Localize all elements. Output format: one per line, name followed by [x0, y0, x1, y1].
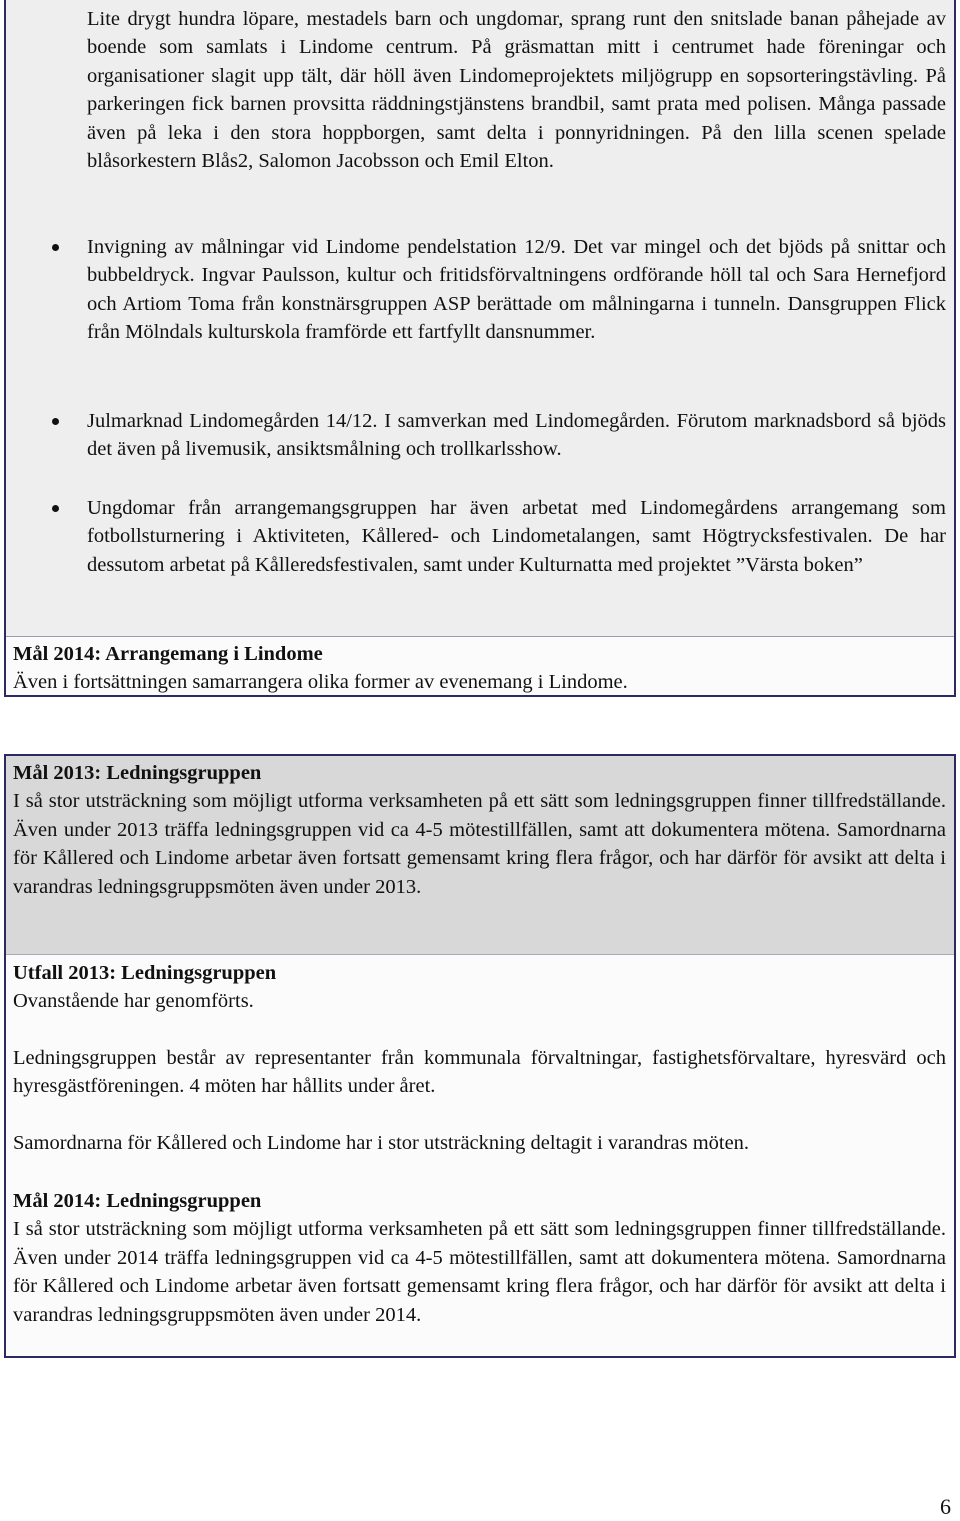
- goal-2014-section: [13, 1187, 946, 1329]
- goal-text: Även i fortsättningen samarrangera olika former av evenemang i Lindome.: [13, 671, 628, 694]
- bullet-icon: [52, 244, 59, 251]
- bullet-icon: [52, 505, 59, 512]
- bullet-item: [87, 233, 946, 347]
- bullet-item: [87, 407, 946, 464]
- outcome-paragraph: Ledningsgruppen består av representanter från kommunala förvaltningar, fastighetsförvaltare, hyresvärd och hyresgästföreningen. 4 möten har hållits under året.: [13, 1047, 946, 1098]
- bullet-icon: [52, 418, 59, 425]
- goal-2014-text: I så stor utsträckning som möjligt utforma verksamheten på ett sätt som ledningsgruppen finner tillfredställande. Även under 2014 träffa ledningsgruppen vid ca 4-5 mötestillfällen, samt att dokumentera mötena. Samordnarna för Kållered och Lindome arbetar även fortsatt gemensamt kring flera frågor, och har därför för avsikt att delta i varandras ledningsgruppsmöten även under 2014.: [13, 1218, 946, 1326]
- goal-2013-title: Mål 2013: Ledningsgruppen: [13, 762, 262, 784]
- intro-paragraph: Lite drygt hundra löpare, mestadels barn och ungdomar, sprang runt den snitslade banan påhejade av boende som samlats i Lindome centrum. På gräsmattan mitt i centrumet hade föreningar och organisationer slagit upp tält, där höll även Lindomeprojektets miljögrupp en sopsorteringstävling. På parkeringen fick barnen provsitta räddningstjänstens brandbil, samt prata med polisen. Många passade även på leka i den stora hoppborgen, samt delta i ponnyridningen. På den lilla scenen spelade blåsorkestern Blås2, Salomon Jacobsson och Emil Elton.: [87, 8, 946, 173]
- page-number: 6: [940, 1494, 951, 1519]
- outcome-text: Ovanstående har genomförts.: [13, 990, 254, 1013]
- activities-box: [4, 0, 956, 697]
- goal-2013-section: [6, 756, 954, 955]
- outcome-title: Utfall 2013: Ledningsgruppen: [13, 962, 277, 984]
- bullet-text: Julmarknad Lindomegården 14/12. I samverkan med Lindomegården. Förutom marknadsbord så bjöds det även på livemusik, ansiktsmålning och trollkarlsshow.: [87, 410, 946, 461]
- ledningsgruppen-box: [4, 754, 956, 1358]
- outcome-paragraph: Samordnarna för Kållered och Lindome har i stor utsträckning deltagit i varandras möten.: [13, 1132, 750, 1154]
- bullet-text: Ungdomar från arrangemangsgruppen har även arbetat med Lindomegårdens arrangemang som fotbollsturnering i Aktiviteten, Kållered- och Lindometalangen, samt Högtrycksfestivalen. De har dessutom arbetat på Kålleredsfestivalen, samt under Kulturnatta med projektet ”Värsta boken”: [87, 497, 946, 576]
- goal-2014-title: Mål 2014: Ledningsgruppen: [13, 1190, 262, 1212]
- goal-2013-text: I så stor utsträckning som möjligt utforma verksamheten på ett sätt som ledningsgruppen finner tillfredställande. Även under 2013 träffa ledningsgruppen vid ca 4-5 mötestillfällen, samt att dokumentera mötena. Samordnarna för Kållered och Lindome arbetar även fortsatt gemensamt kring flera frågor, och har därför för avsikt att delta i varandras ledningsgruppsmöten även under 2013.: [13, 790, 946, 898]
- bullet-item: [87, 494, 946, 579]
- goal-2014-arrangemang: [6, 636, 954, 695]
- bullet-text: Invigning av målningar vid Lindome pendelstation 12/9. Det var mingel och det bjöds på snittar och bubbeldryck. Ingvar Paulsson, kultur och fritidsförvaltningens ordförande höll tal och Sara Hernefjord och Artiom Toma från konstnärsgruppen ASP berättade om målningarna i tunneln. Dansgruppen Flick från Mölndals kulturskola framförde ett fartfyllt dansnummer.: [87, 236, 946, 344]
- activities-content: [6, 0, 954, 636]
- goal-title: Mål 2014: Arrangemang i Lindome: [13, 643, 323, 665]
